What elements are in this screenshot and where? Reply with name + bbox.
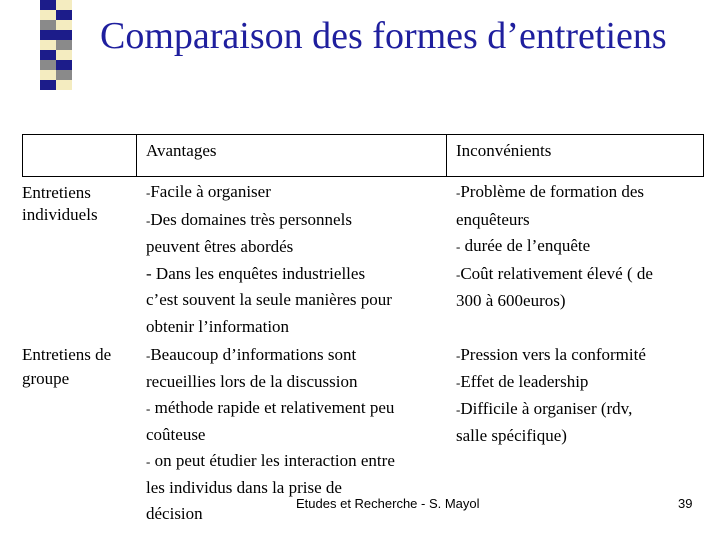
cell-line — [146, 422, 395, 448]
cell-line-text: enquêteurs — [456, 209, 530, 229]
cell-line — [146, 448, 395, 475]
bullet-marker: - — [146, 401, 151, 416]
cell-line — [146, 369, 395, 395]
footer-text: Etudes et Recherche - S. Mayol — [296, 496, 480, 511]
bullet-marker: - — [456, 402, 461, 417]
header-inconvenients: Inconvénients — [456, 141, 552, 160]
cell-line-text: décision — [146, 504, 203, 523]
cell-line-text: recueillies lors de la discussion — [146, 372, 358, 391]
cell-line — [456, 261, 653, 289]
row-label-individuels: Entretiens individuels — [22, 183, 98, 224]
page-title: Comparaison des formes d’entretiens — [100, 15, 667, 57]
cell-line-text: salle spécifique) — [456, 426, 567, 445]
cell-line-text: coûteuse — [146, 425, 206, 444]
cell-line — [146, 207, 392, 235]
table-border-left — [22, 134, 23, 176]
decorative-strip — [0, 0, 60, 90]
comparison-table — [22, 134, 704, 528]
cell-line-text: c’est souvent la seule manières pour — [146, 290, 392, 309]
bullet-marker: - — [146, 454, 151, 469]
header-avantages: Avantages — [146, 141, 217, 160]
row-label-groupe: Entretiens de groupe — [22, 345, 112, 388]
cell-line — [146, 234, 392, 261]
cell-line-text: - Dans les enquêtes industrielles — [146, 263, 366, 283]
bullet-marker: - — [456, 375, 461, 390]
cell-line — [146, 287, 392, 314]
table-border-right — [703, 134, 704, 176]
cell-line-text: durée de l’enquête — [460, 236, 591, 255]
cell-line-text: Problème de formation des — [460, 182, 644, 201]
bullet-marker: - — [146, 212, 151, 228]
cell-line-text: obtenir l’information — [146, 316, 290, 336]
bullet-marker: - — [146, 348, 151, 363]
cell-line — [146, 314, 392, 341]
bullet-marker: - — [456, 185, 461, 200]
table-border-top — [22, 134, 704, 135]
cell-line — [456, 396, 646, 423]
cell-line — [146, 342, 395, 369]
cell-line-text: Pression vers la conformité — [460, 345, 646, 364]
cell-line-text: Effet de leadership — [460, 372, 589, 391]
cell-line-text: les individus dans la prise de — [146, 478, 342, 497]
cell-line-text: méthode rapide et relativement peu — [150, 398, 395, 417]
cell-line-text: Beaucoup d’informations sont — [150, 345, 357, 364]
table-col-divider-2 — [446, 134, 447, 176]
cell-line-text: Facile à organiser — [150, 182, 271, 201]
cell-inconvenients-individuels — [456, 179, 653, 315]
cell-line-text: Coût relativement élevé ( de — [460, 263, 653, 283]
cell-line-text: Difficile à organiser (rdv, — [460, 399, 633, 418]
bullet-marker: - — [146, 185, 151, 200]
cell-line-text: Des domaines très personnels — [150, 209, 352, 229]
cell-line — [456, 342, 646, 369]
cell-line — [456, 179, 653, 207]
bullet-marker: - — [456, 239, 461, 254]
cell-line-text: 300 à 600euros) — [456, 291, 566, 310]
bullet-marker: - — [456, 348, 461, 363]
cell-line — [456, 423, 646, 449]
cell-line-text: on peut étudier les interaction entre — [150, 451, 395, 470]
bullet-marker: - — [456, 266, 461, 282]
table-col-divider-1 — [136, 134, 137, 176]
cell-line — [146, 261, 392, 288]
page-number: 39 — [678, 496, 693, 511]
cell-line — [146, 395, 395, 422]
cell-inconvenients-groupe — [456, 342, 646, 449]
cell-line — [456, 288, 653, 315]
cell-avantages-individuels — [146, 179, 392, 340]
cell-line — [456, 369, 646, 396]
cell-line — [456, 233, 653, 261]
cell-line-text: peuvent êtres abordés — [146, 237, 294, 256]
table-header-divider — [22, 176, 704, 177]
cell-line — [146, 179, 392, 207]
cell-line — [456, 207, 653, 234]
